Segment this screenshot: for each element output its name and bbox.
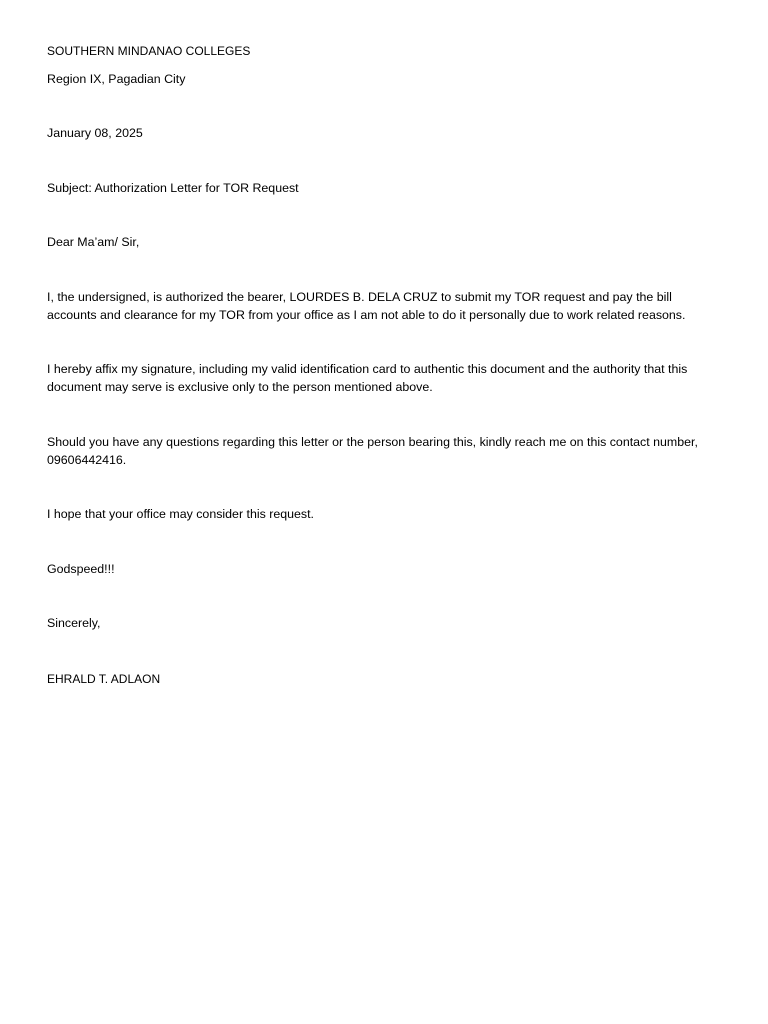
letter-date: January 08, 2025 (47, 126, 143, 140)
signatory-name: EHRALD T. ADLAON (47, 672, 161, 686)
body-paragraph-request: I hope that your office may consider this request. (47, 507, 315, 521)
institution-name: SOUTHERN MINDANAO COLLEGES (47, 44, 251, 58)
body-paragraph-contact: Should you have any questions regarding this letter or the person bearing this, kindly reach me on this contact number, 09606442416. (47, 435, 698, 467)
letter-salutation: Dear Ma’am/ Sir, (47, 235, 140, 249)
body-paragraph-godspeed: Godspeed!!! (47, 562, 115, 576)
letter-subject: Subject: Authorization Letter for TOR Request (47, 181, 299, 195)
institution-address: Region IX, Pagadian City (47, 72, 186, 86)
body-paragraph-authorization: I, the undersigned, is authorized the bearer, LOURDES B. DELA CRUZ to submit my TOR request and pay the bill accounts and clearance for my TOR from your office as I am not able to do it personally due to work related reasons. (47, 290, 686, 322)
body-paragraph-signature: I hereby affix my signature, including my valid identification card to authentic this document and the authority that this document may serve is exclusive only to the person mentioned above. (47, 362, 688, 394)
letter-closing: Sincerely, (47, 616, 101, 630)
